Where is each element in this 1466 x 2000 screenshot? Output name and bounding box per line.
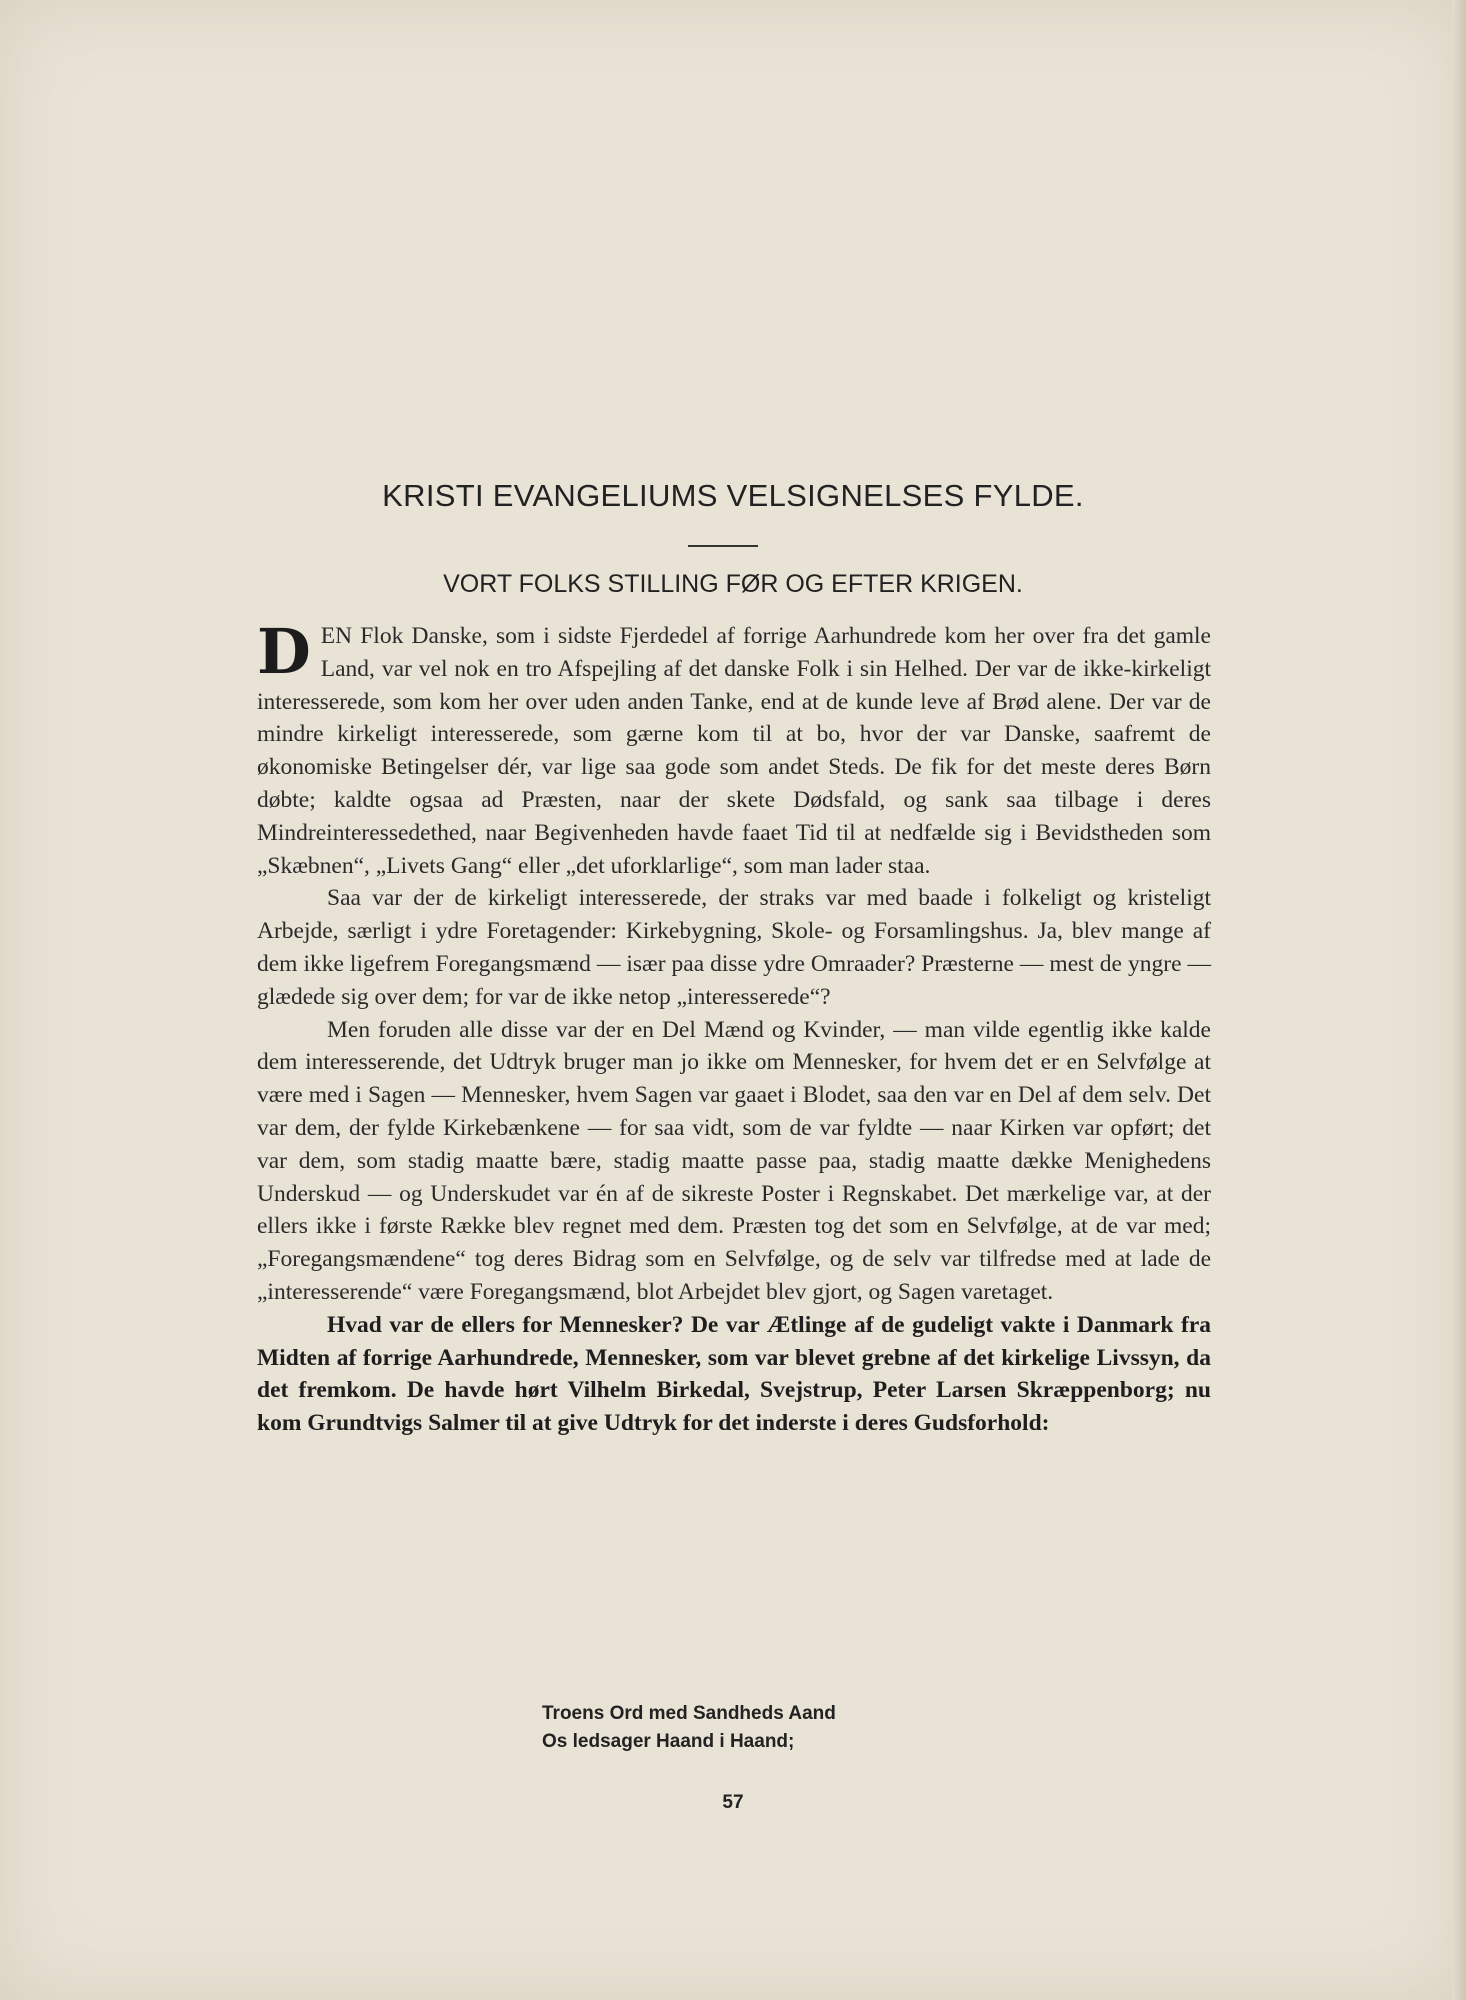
article-body bbox=[257, 615, 1211, 1440]
drop-cap: D bbox=[257, 615, 311, 688]
paragraph bbox=[257, 615, 1211, 882]
title-divider bbox=[688, 545, 758, 547]
page-edge-shadow bbox=[1452, 0, 1466, 2000]
verse-line: Os ledsager Haand i Haand; bbox=[542, 1731, 795, 1752]
paragraph: Saa var der de kirkeligt interesserede, der straks var med baade i folkeligt og kristeligt Arbejde, særligt i ydre Foretagender: Kirkebygning, Skole- og Forsamlingshus. Ja, blev mange af dem ikke ligefrem Foregangsmænd — især paa disse ydre Omraader? Præsterne — mest de yngre — glædede sig over dem; for var de ikke netop „interesserede“? bbox=[257, 885, 1211, 1010]
page-subtitle: VORT FOLKS STILLING FØR OG EFTER KRIGEN. bbox=[443, 570, 1023, 598]
verse-quote bbox=[542, 1700, 836, 1756]
paragraph-text: EN Flok Danske, som i sidste Fjerdedel af forrige Aarhundrede kom her over fra det gamle Land, var vel nok en tro Afspejling af det danske Folk i sin Helhed. Der var de ikke-kirkeligt interesserede, som kom her over uden anden Tanke, end at de kunde leve af Brød alene. Der var de mindre kirkeligt interesserede, som gærne kom til at bo, hvor der var Danske, saafremt de økonomiske Betingelser dér, var lige saa gode som andet Steds. De fik for det meste deres Børn døbte; kaldte ogsaa ad Præsten, naar der skete Dødsfald, og sank saa tilbage i deres Mindreinteressedethed, naar Begivenheden havde faaet Tid til at nedfælde sig i Bevidstheden som „Skæbnen“, „Livets Gang“ eller „det uforklarlige“, som man lader staa. bbox=[257, 623, 1211, 879]
paragraph: Men foruden alle disse var der en Del Mænd og Kvinder, — man vilde egentlig ikke kalde dem interesserende, det Udtryk bruger man jo ikke om Mennesker, for hvem det er en Selvfølge at være med i Sagen — Mennesker, hvem Sagen var gaaet i Blodet, saa den var en Del af dem selv. Det var dem, der fylde Kirkebænkene — for saa vidt, som de var fyldte — naar Kirken var opført; det var dem, som stadig maatte bære, stadig maatte passe paa, stadig maatte dække Menighedens Underskud — og Underskudet var én af de sikreste Poster i Regnskabet. Det mærkelige var, at der ellers ikke i første Række blev regnet med dem. Præsten tog det som en Selvfølge, at de var med; „Foregangsmændene“ tog deres Bidrag som en Selvfølge, og de selv var tilfredse med at lade de „interesserende“ være Foregangsmænd, blot Arbejdet blev gjort, og Sagen varetaget. bbox=[257, 1016, 1211, 1305]
page-number: 57 bbox=[722, 1792, 744, 1813]
verse-line: Troens Ord med Sandheds Aand bbox=[542, 1703, 836, 1724]
page-title: KRISTI EVANGELIUMS VELSIGNELSES FYLDE. bbox=[382, 478, 1084, 513]
paragraph: Hvad var de ellers for Mennesker? De var Ætlinge af de gudeligt vakte i Danmark fra Midten af forrige Aarhundrede, Mennesker, som var blevet grebne af det kirkelige Livssyn, da det fremkom. De havde hørt Vilhelm Birkedal, Svejstrup, Peter Larsen Skræppenborg; nu kom Grundtvigs Salmer til at give Udtryk for det inderste i deres Gudsforhold: bbox=[257, 1311, 1211, 1437]
